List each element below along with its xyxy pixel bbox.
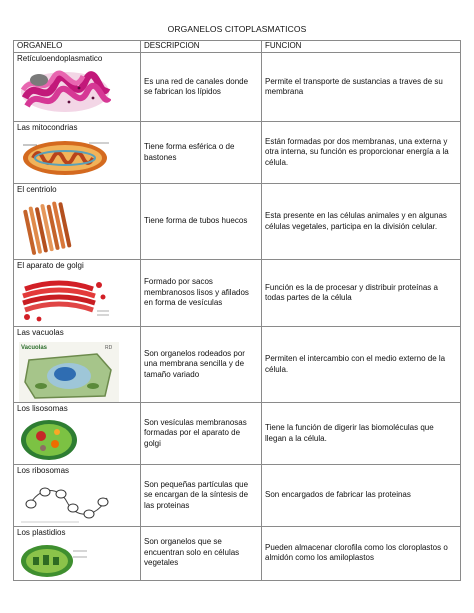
vacuole-cell-illustration (19, 342, 119, 402)
table-row (14, 53, 461, 122)
organelle-cell (14, 184, 141, 260)
description-cell: Son organelos rodeados por una membrana sencilla y de tamaño variado (141, 327, 262, 403)
organelle-name: Los ribosomas (17, 466, 70, 475)
lysosome-illustration (19, 418, 79, 462)
organelle-name: Los lisosomas (17, 404, 68, 413)
mitochondrion-illustration (19, 137, 111, 179)
description-cell: Es una red de canales donde se fabrican los lípidos (141, 53, 262, 122)
organelle-cell (14, 327, 141, 403)
table-row (14, 526, 461, 580)
organelle-cell (14, 122, 141, 184)
description-cell: Son pequeñas partículas que se encargan de la síntesis de las proteinas (141, 465, 262, 527)
description-cell: Formado por sacos membranosos lisos y afilados en forma de vesículas (141, 260, 262, 327)
organelle-cell (14, 526, 141, 580)
table-row (14, 465, 461, 527)
vacuole-image-tag: RD (105, 344, 113, 351)
document-title: ORGANELOS CITOPLASMATICOS (167, 24, 307, 34)
table-row (14, 184, 461, 260)
description-cell: Tiene forma de tubos huecos (141, 184, 262, 260)
function-cell: Son encargados de fabricar las proteinas (262, 465, 461, 527)
function-cell: Permiten el intercambio con el medio externo de la célula. (262, 327, 461, 403)
ribosome-illustration (19, 480, 115, 526)
golgi-apparatus-illustration (19, 275, 111, 323)
organelle-cell (14, 403, 141, 465)
header-funcion: FUNCION (262, 41, 461, 53)
organelle-name: El aparato de golgi (17, 261, 84, 270)
organelle-table (13, 40, 461, 581)
organelle-name: Las vacuolas (17, 328, 64, 337)
function-cell: Tiene la función de digerir las biomoléculas que llegan a la célula. (262, 403, 461, 465)
organelle-cell (14, 465, 141, 527)
vacuole-image-label: Vacuolas (21, 344, 48, 351)
organelle-cell (14, 260, 141, 327)
table-row (14, 260, 461, 327)
function-cell: Función es la de procesar y distribuir proteínas a todas partes de la célula (262, 260, 461, 327)
header-organelo: ORGANELO (14, 41, 141, 53)
function-cell: Esta presente en las células animales y en algunas células vegetales, participa en la división celular. (262, 184, 461, 260)
organelle-name: Los plastidios (17, 527, 66, 537)
organelle-cell (14, 53, 141, 122)
description-cell: Son organelos que se encuentran solo en células vegetales (141, 526, 262, 580)
description-cell: Son vesículas membranosas formadas por el aparato de golgi (141, 403, 262, 465)
organelle-name: El centriolo (17, 185, 57, 194)
table-row (14, 403, 461, 465)
plastid-illustration (19, 541, 89, 579)
organelle-name: Las mitocondrias (17, 123, 78, 132)
table-header-row (14, 41, 461, 53)
endoplasmic-reticulum-illustration (19, 68, 111, 114)
organelle-name: Retículoendoplasmatico (17, 54, 103, 63)
function-cell: Permite el transporte de sustancias a traves de su membrana (262, 53, 461, 122)
table-row (14, 327, 461, 403)
table-row (14, 122, 461, 184)
function-cell: Están formadas por dos membranas, una externa y otra interna, su función es proporcionar energía a la célula. (262, 122, 461, 184)
header-descripcion: DESCRIPCION (141, 41, 262, 53)
function-cell: Pueden almacenar clorofila como los cloroplastos o almidón como los amiloplastos (262, 526, 461, 580)
description-cell: Tiene forma esférica o de bastones (141, 122, 262, 184)
centriole-illustration (19, 199, 81, 255)
